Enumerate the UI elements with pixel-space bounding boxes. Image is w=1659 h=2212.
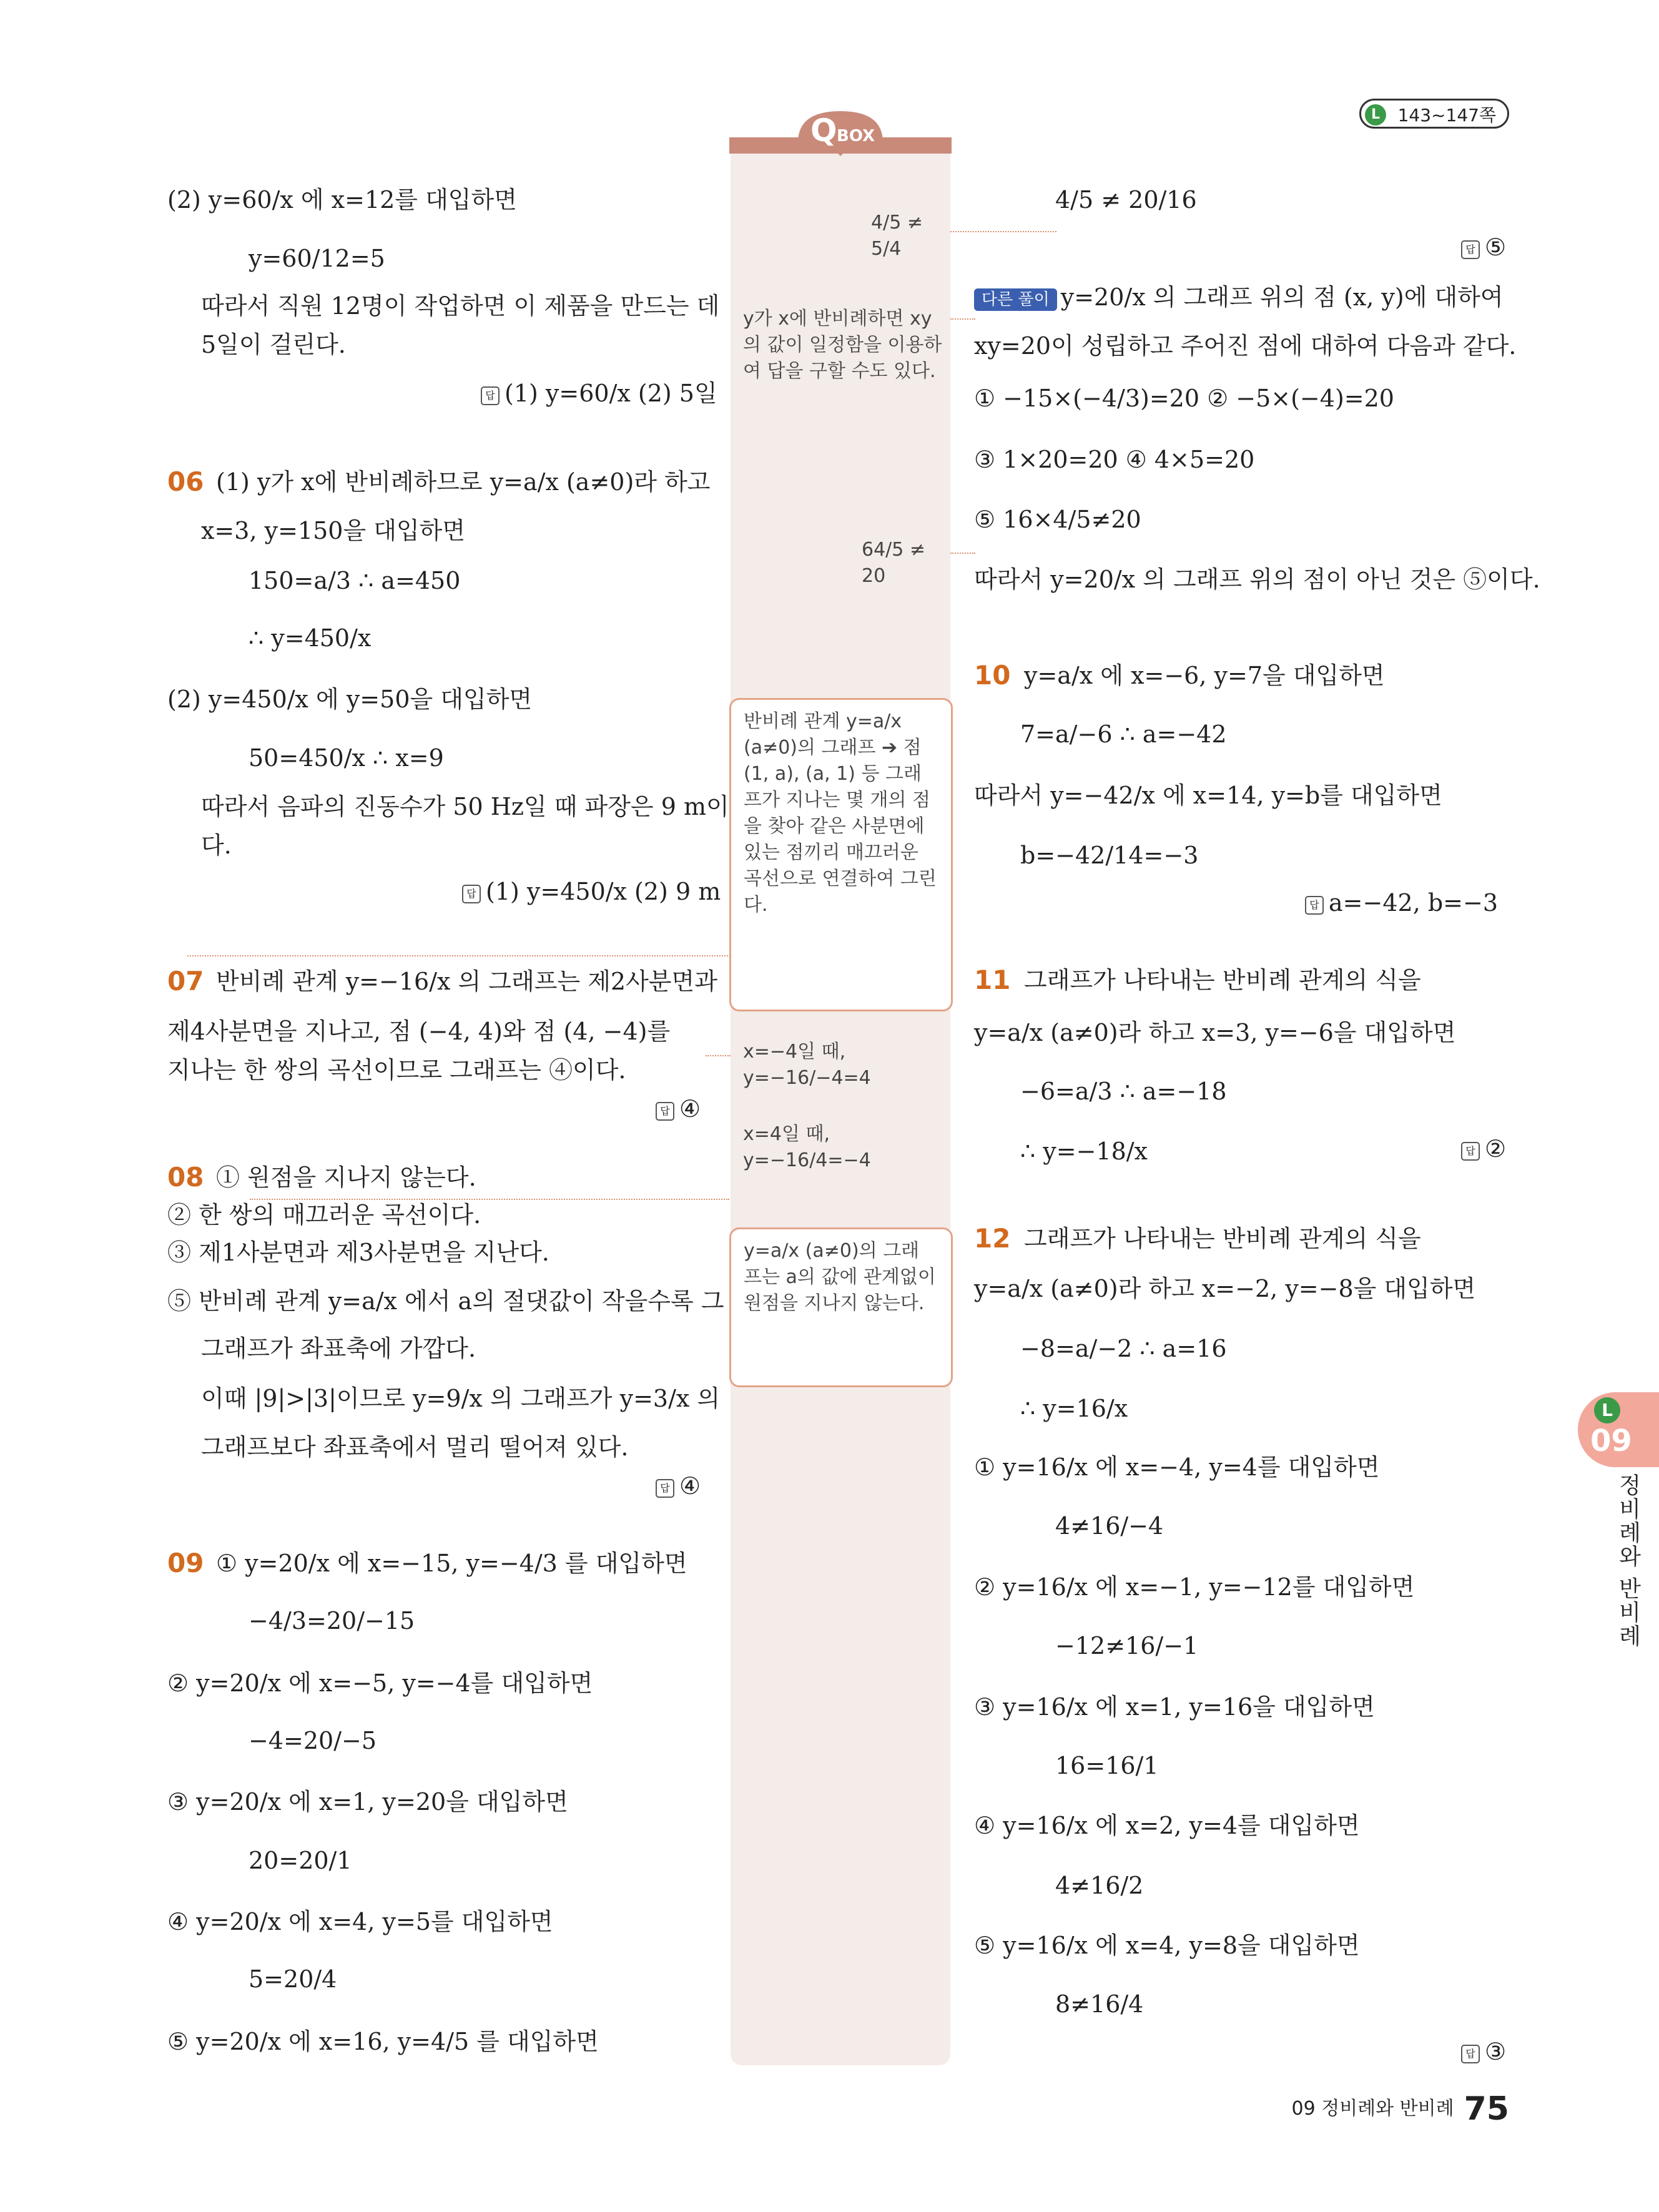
- text-line: ∴ y=450/x: [249, 624, 372, 652]
- text-line: b=−42/14=−3: [1020, 842, 1199, 869]
- text-line: ② y=16/x 에 x=−1, y=−12를 대입하면: [974, 1573, 1415, 1601]
- connector-line: [187, 955, 731, 956]
- text-line: ③ y=16/x 에 x=1, y=16을 대입하면: [974, 1693, 1375, 1721]
- text-line: ∴ y=−18/x: [1020, 1138, 1148, 1165]
- qbox-note: x=−4일 때, y=−16/−4=4: [743, 1041, 871, 1089]
- text-line: 그래프가 나타내는 반비례 관계의 식을: [1024, 1225, 1421, 1252]
- answer: 답 (1) y=60/x (2) 5일: [481, 378, 717, 408]
- qbox-banner-icon: [729, 105, 952, 161]
- text-line: (2) y=60/x 에 x=12를 대입하면: [167, 186, 517, 214]
- text-line: 따라서 직원 12명이 작업하면 이 제품을 만드는 데: [201, 292, 720, 320]
- text-line: y=a/x (a≠0)라 하고 x=3, y=−6을 대입하면: [974, 1019, 1456, 1046]
- problem-number: 07: [167, 966, 204, 996]
- text-line: 반비례 관계 y=−16/x 의 그래프는 제2사분면과: [216, 968, 717, 995]
- chapter-side-tab: [1578, 1392, 1659, 1467]
- text-line: 20=20/1: [249, 1847, 352, 1874]
- text-line: 16=16/1: [1055, 1752, 1159, 1779]
- text-line: (1) y가 x에 반비례하므로 y=a/x (a≠0)라 하고: [216, 468, 711, 496]
- lesson-icon: L: [1594, 1397, 1620, 1423]
- text-line: 4≠16/−4: [1055, 1512, 1164, 1540]
- text-line: y=60/12=5: [249, 245, 385, 272]
- qbox-note: 4/5 ≠ 5/4: [871, 212, 923, 260]
- text-line: xy=20이 성립하고 주어진 점에 대하여 다음과 같다.: [974, 332, 1517, 360]
- text-line: 따라서 음파의 진동수가 50 Hz일 때 파장은 9 m이: [201, 793, 729, 820]
- text-line: 7=a/−6 ∴ a=−42: [1020, 720, 1227, 748]
- text-line: 8≠16/4: [1055, 1990, 1144, 2018]
- page-number: 75: [1464, 2090, 1509, 2128]
- text-line: ③ y=20/x 에 x=1, y=20을 대입하면: [167, 1788, 568, 1816]
- qbox-card: [729, 1227, 953, 1387]
- problem-number: 06: [167, 466, 204, 497]
- text-line: 150=a/3 ∴ a=450: [249, 567, 461, 594]
- answer: 답 (1) y=450/x (2) 9 m: [462, 877, 721, 907]
- text-line: ① y=20/x 에 x=−15, y=−4/3 를 대입하면: [216, 1550, 687, 1577]
- answer-icon: 답: [1305, 896, 1324, 915]
- connector-line: [950, 553, 975, 554]
- text-line: ⑤ 반비례 관계 y=a/x 에서 a의 절댓값이 작을수록 그: [167, 1287, 724, 1315]
- text-line: 다.: [201, 832, 232, 859]
- connector-line: [706, 1055, 731, 1056]
- answer-icon: 답: [1461, 1142, 1480, 1161]
- svg-text:BOX: BOX: [837, 127, 875, 145]
- text-line: 지나는 한 쌍의 곡선이므로 그래프는 ④이다.: [167, 1056, 626, 1084]
- page-range: 143~147쪽: [1397, 105, 1496, 125]
- answer-icon: 답: [656, 1479, 674, 1498]
- text-line: ① −15×(−4/3)=20 ② −5×(−4)=20: [974, 385, 1394, 412]
- qbox-column: [731, 142, 950, 2065]
- answer: 답 ②: [1461, 1134, 1506, 1164]
- answer-icon: 답: [1461, 2045, 1480, 2063]
- connector-line: [950, 318, 975, 320]
- page-footer: [1292, 2090, 1509, 2128]
- text-line: −12≠16/−1: [1055, 1632, 1199, 1659]
- text-line: −8=a/−2 ∴ a=16: [1020, 1335, 1227, 1362]
- text-line: −4/3=20/−15: [249, 1607, 415, 1634]
- answer-icon: 답: [481, 386, 500, 405]
- qbox-note: y=a/x (a≠0)의 그래프는 a의 값에 관계없이 원점을 지나지 않는다.: [744, 1240, 936, 1314]
- text-line: 5=20/4: [249, 1965, 337, 1993]
- svg-text:Q: Q: [810, 112, 837, 149]
- answer: 답 a=−42, b=−3: [1305, 888, 1498, 918]
- qbox-note: y가 x에 반비례하면 xy의 값이 일정함을 이용하여 답을 구할 수도 있다.: [743, 308, 942, 382]
- answer: 답 ④: [656, 1094, 701, 1124]
- answer-icon: 답: [462, 885, 481, 903]
- text-line: 그래프보다 좌표축에서 멀리 떨어져 있다.: [201, 1433, 629, 1461]
- chapter-side-title: 정비례와 반비례: [1615, 1473, 1641, 1648]
- text-line: 5일이 걸린다.: [201, 331, 346, 358]
- text-line: ③ 제1사분면과 제3사분면을 지난다.: [167, 1239, 549, 1266]
- footer-chapter: 09 정비례와 반비례: [1291, 2098, 1454, 2120]
- text-line: ④ y=20/x 에 x=4, y=5를 대입하면: [167, 1908, 553, 1935]
- problem-number: 12: [974, 1223, 1011, 1254]
- text-line: 50=450/x ∴ x=9: [249, 744, 444, 772]
- text-line: y=a/x (a≠0)라 하고 x=−2, y=−8을 대입하면: [974, 1275, 1476, 1302]
- text-line: ② 한 쌍의 매끄러운 곡선이다.: [167, 1201, 481, 1229]
- answer: 답 ⑤: [1461, 232, 1506, 262]
- answer-icon: 답: [1461, 240, 1480, 259]
- text-line: 다른 풀이 y=20/x 의 그래프 위의 점 (x, y)에 대하여: [974, 282, 1504, 312]
- answer: 답 ④: [656, 1471, 701, 1501]
- qbox-note: x=4일 때, y=−16/4=−4: [743, 1123, 871, 1171]
- text-line: 따라서 y=−42/x 에 x=14, y=b를 대입하면: [974, 782, 1442, 809]
- answer: 답 ③: [1461, 2037, 1506, 2067]
- text-line: ③ 1×20=20 ④ 4×5=20: [974, 446, 1255, 473]
- text-line: 이때 |9|>|3|이므로 y=9/x 의 그래프가 y=3/x 의: [201, 1385, 721, 1412]
- text-line: ⑤ y=16/x 에 x=4, y=8을 대입하면: [974, 1932, 1360, 1959]
- text-line: 따라서 y=20/x 의 그래프 위의 점이 아닌 것은 ⑤이다.: [974, 566, 1540, 593]
- text-line: x=3, y=150을 대입하면: [201, 517, 466, 544]
- text-line: −4=20/−5: [249, 1727, 377, 1754]
- connector-line: [950, 231, 1056, 232]
- page-reference-tag: [1359, 99, 1509, 129]
- qbox-note: 반비례 관계 y=a/x (a≠0)의 그래프 ➔ 점 (1, a), (a, 1) 등 그래프가 지나는 몇 개의 점을 찾아 같은 사분면에 있는 점끼리 매끄러운 곡선으로 연결하여 그린다.: [744, 710, 937, 916]
- alt-solution-badge: 다른 풀이: [974, 288, 1057, 311]
- text-line: 그래프가 나타내는 반비례 관계의 식을: [1024, 966, 1421, 994]
- text-line: ∴ y=16/x: [1020, 1395, 1128, 1422]
- text-line: 4/5 ≠ 20/16: [1055, 186, 1197, 214]
- text-line: ① 원점을 지나지 않는다.: [216, 1164, 476, 1191]
- answer-icon: 답: [656, 1102, 674, 1121]
- text-line: 4≠16/2: [1055, 1872, 1144, 1899]
- text-line: ⑤ y=20/x 에 x=16, y=4/5 를 대입하면: [167, 2028, 599, 2055]
- problem-number: 11: [974, 965, 1011, 995]
- problem-number: 09: [167, 1548, 204, 1578]
- lesson-icon: L: [1365, 104, 1386, 125]
- chapter-number: 09: [1590, 1423, 1632, 1458]
- qbox-header: [729, 105, 952, 154]
- text-line: (2) y=450/x 에 y=50을 대입하면: [167, 686, 533, 713]
- problem-number: 10: [974, 660, 1011, 691]
- text-line: ① y=16/x 에 x=−4, y=4를 대입하면: [974, 1453, 1380, 1481]
- problem-number: 08: [167, 1162, 204, 1192]
- qbox-card: [729, 698, 953, 1011]
- text-line: ② y=20/x 에 x=−5, y=−4를 대입하면: [167, 1669, 593, 1697]
- text-line: ⑤ 16×4/5≠20: [974, 506, 1141, 533]
- text-line: ④ y=16/x 에 x=2, y=4를 대입하면: [974, 1812, 1360, 1839]
- text-line: −6=a/3 ∴ a=−18: [1020, 1078, 1227, 1105]
- text-line: 그래프가 좌표축에 가깝다.: [201, 1335, 476, 1362]
- text-line: 제4사분면을 지나고, 점 (−4, 4)와 점 (4, −4)를: [167, 1018, 671, 1045]
- qbox-note: 64/5 ≠ 20: [862, 539, 926, 587]
- text-line: y=a/x 에 x=−6, y=7을 대입하면: [1024, 662, 1385, 689]
